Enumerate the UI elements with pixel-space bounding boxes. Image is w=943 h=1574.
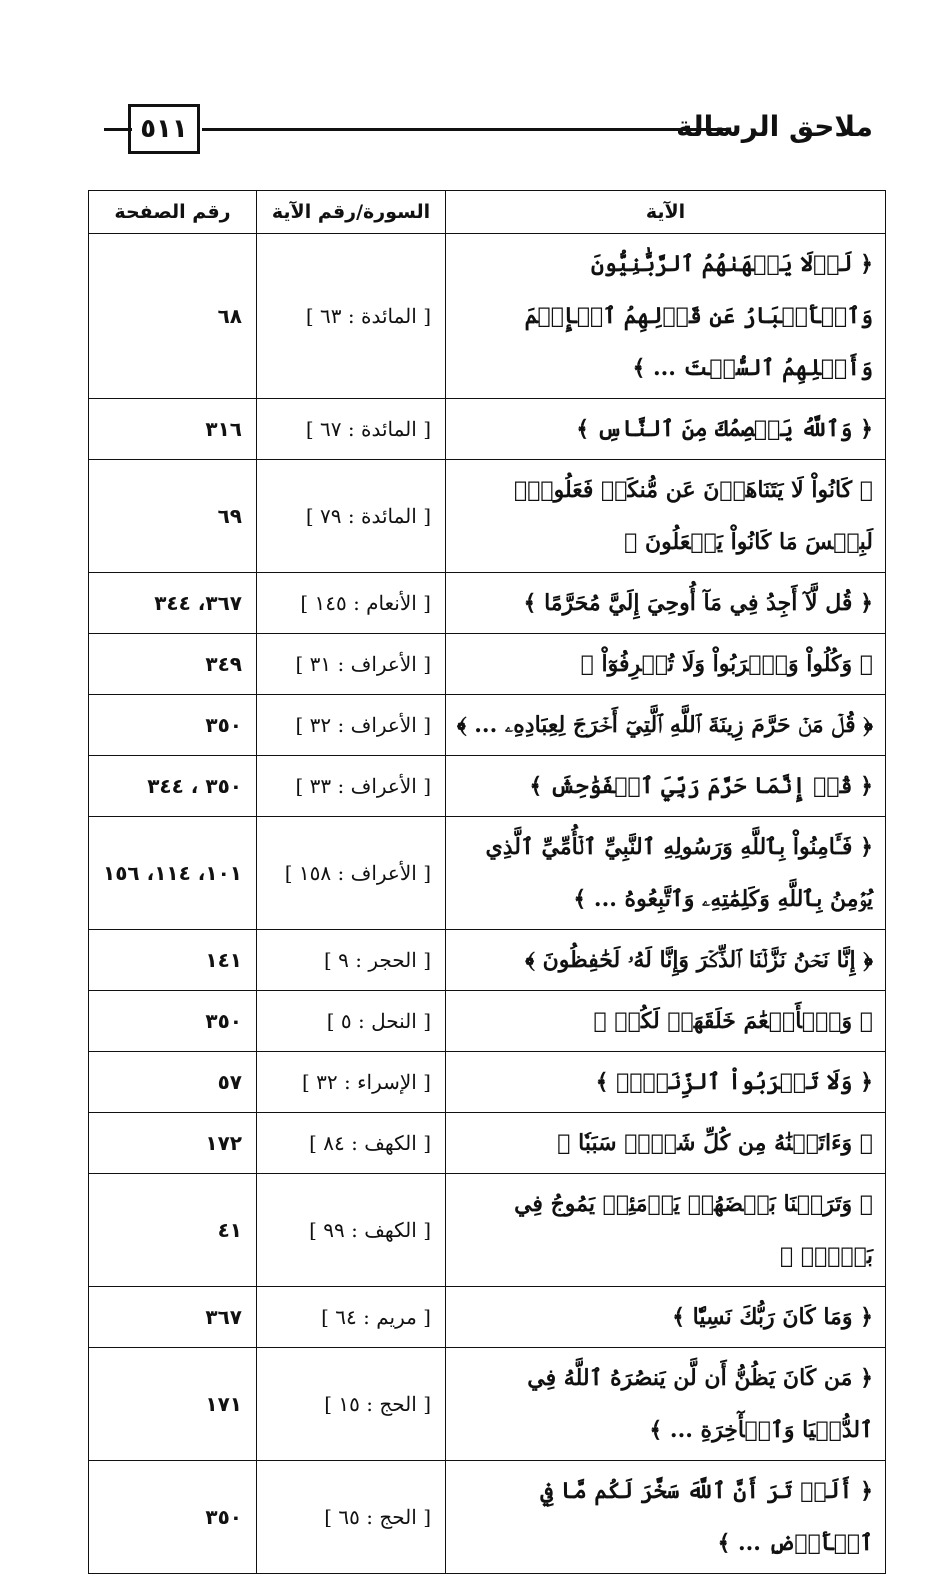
page-cell: ٣١٦ <box>89 399 257 460</box>
verse-cell: ﴿ أَلَمۡ تَرَ أَنَّ ٱللَّهَ سَخَّرَ لَكُم مَّا فِي ٱلۡأَرۡضِ ... ﴾ <box>446 1461 886 1574</box>
page-cell: ٣٥٠ <box>89 1461 257 1574</box>
verse-cell: ﴿ لَوۡلَا يَنۡهَىٰهُمُ ٱلرَّبَّٰنِيُّونَ وَٱلۡأَحۡبَارُ عَن قَوۡلِهِمُ ٱلۡإِثۡمَ وَأَكۡلِهِمُ ٱلسُّحۡتَ ... ﴾ <box>446 234 886 399</box>
ref-cell: [ الكهف : ٨٤ ] <box>257 1113 446 1174</box>
table-row <box>89 991 886 1052</box>
ref-cell: [ الأعراف : ٣١ ] <box>257 634 446 695</box>
table-row <box>89 399 886 460</box>
table-row <box>89 634 886 695</box>
ref-cell: [ الأعراف : ٣٣ ] <box>257 756 446 817</box>
table-row <box>89 573 886 634</box>
table-row <box>89 756 886 817</box>
table-row <box>89 460 886 573</box>
header-rule-right <box>202 128 730 131</box>
page-cell: ١٧٢ <box>89 1113 257 1174</box>
ref-cell: [ الكهف : ٩٩ ] <box>257 1174 446 1287</box>
verse-cell: ﴿ فَـَٔامِنُواْ بِٱللَّهِ وَرَسُولِهِ ٱلنَّبِيِّ ٱلۡأُمِّيِّ ٱلَّذِي يُؤۡمِنُ بِٱللَّهِ وَكَلِمَٰتِهِۦ وَٱتَّبِعُوهُ ... ﴾ <box>446 817 886 930</box>
column-header-ref: السورة/رقم الآية <box>257 191 446 234</box>
table-row <box>89 234 886 399</box>
verse-cell: ﴿ قُل لَّآ أَجِدُ فِي مَآ أُوحِيَ إِلَيَّ مُحَرَّمًا ﴾ <box>446 573 886 634</box>
page-cell: ٥٧ <box>89 1052 257 1113</box>
verse-cell: ﴿ وَلَا تَقۡرَبُواْ ٱلزِّنَىٰٓۖ ﴾ <box>446 1052 886 1113</box>
page-cell: ٤١ <box>89 1174 257 1287</box>
table-row <box>89 1461 886 1574</box>
table-row <box>89 930 886 991</box>
page-cell: ١٠١، ١١٤، ١٥٦ <box>89 817 257 930</box>
ref-cell: [ مريم : ٦٤ ] <box>257 1287 446 1348</box>
page-cell: ٣٤٩ <box>89 634 257 695</box>
verse-cell: ﴿ مَن كَانَ يَظُنُّ أَن لَّن يَنصُرَهُ ٱللَّهُ فِي ٱلدُّنۡيَا وَٱلۡأٓخِرَةِ ... ﴾ <box>446 1348 886 1461</box>
ref-cell: [ المائدة : ٧٩ ] <box>257 460 446 573</box>
table-row <box>89 817 886 930</box>
page-cell: ٣٦٧، ٣٤٤ <box>89 573 257 634</box>
page-cell: ٣٥٠ <box>89 991 257 1052</box>
verse-cell: ﴿ وَكُلُواْ وَٱشۡرَبُواْ وَلَا تُسۡرِفُوٓاْ ﴾ <box>446 634 886 695</box>
ref-cell: [ الحجر : ٩ ] <box>257 930 446 991</box>
column-header-verse: الآية <box>446 191 886 234</box>
ref-cell: [ الأنعام : ١٤٥ ] <box>257 573 446 634</box>
page-cell: ٣٥٠ <box>89 695 257 756</box>
page-cell: ٦٩ <box>89 460 257 573</box>
ref-cell: [ المائدة : ٦٧ ] <box>257 399 446 460</box>
verse-cell: ﴿ وَءَاتَيۡنَٰهُ مِن كُلِّ شَيۡءٖ سَبَبٗا ﴾ <box>446 1113 886 1174</box>
page-cell: ٣٦٧ <box>89 1287 257 1348</box>
verse-index-table <box>88 190 886 1574</box>
page-number: ٥١١ <box>128 104 200 154</box>
page-cell: ١٤١ <box>89 930 257 991</box>
verse-cell: ﴿ قُلۡ إِنَّمَا حَرَّمَ رَبِّيَ ٱلۡفَوَٰحِشَ ﴾ <box>446 756 886 817</box>
table-row <box>89 1174 886 1287</box>
ref-cell: [ المائدة : ٦٣ ] <box>257 234 446 399</box>
page-cell: ٦٨ <box>89 234 257 399</box>
table-row <box>89 1052 886 1113</box>
page-cell: ٣٥٠ ، ٣٤٤ <box>89 756 257 817</box>
column-header-page: رقم الصفحة <box>89 191 257 234</box>
verse-cell: ﴿ وَتَرَكۡنَا بَعۡضَهُمۡ يَوۡمَئِذٖ يَمُوجُ فِي بَعۡضٖۖ ﴾ <box>446 1174 886 1287</box>
ref-cell: [ الحج : ١٥ ] <box>257 1348 446 1461</box>
running-title: ملاحق الرسالة <box>676 110 873 143</box>
ref-cell: [ الأعراف : ٣٢ ] <box>257 695 446 756</box>
verse-cell: ﴿ قُلۡ مَنۡ حَرَّمَ زِينَةَ ٱللَّهِ ٱلَّتِيٓ أَخۡرَجَ لِعِبَادِهِۦ ... ﴾ <box>446 695 886 756</box>
table-row <box>89 1348 886 1461</box>
verse-cell: ﴿ إِنَّا نَحۡنُ نَزَّلۡنَا ٱلذِّكۡرَ وَإِنَّا لَهُۥ لَحَٰفِظُونَ ﴾ <box>446 930 886 991</box>
verse-cell: ﴿ وَٱللَّهُ يَعۡصِمُكَ مِنَ ٱلنَّاسِ ﴾ <box>446 399 886 460</box>
verse-cell: ﴿ وَٱلۡأَنۡعَٰمَ خَلَقَهَاۚ لَكُمۡ ﴾ <box>446 991 886 1052</box>
ref-cell: [ الأعراف : ١٥٨ ] <box>257 817 446 930</box>
ref-cell: [ النحل : ٥ ] <box>257 991 446 1052</box>
table-row <box>89 695 886 756</box>
page-cell: ١٧١ <box>89 1348 257 1461</box>
verse-cell: ﴿ كَانُواْ لَا يَتَنَاهَوۡنَ عَن مُّنكَرٖ فَعَلُوهُۚ لَبِئۡسَ مَا كَانُواْ يَفۡعَلُونَ ﴾ <box>446 460 886 573</box>
table-row <box>89 1287 886 1348</box>
verse-cell: ﴿ وَمَا كَانَ رَبُّكَ نَسِيّٗا ﴾ <box>446 1287 886 1348</box>
table-header-row <box>89 191 886 234</box>
ref-cell: [ الإسراء : ٣٢ ] <box>257 1052 446 1113</box>
ref-cell: [ الحج : ٦٥ ] <box>257 1461 446 1574</box>
table-row <box>89 1113 886 1174</box>
page-header <box>0 0 943 170</box>
